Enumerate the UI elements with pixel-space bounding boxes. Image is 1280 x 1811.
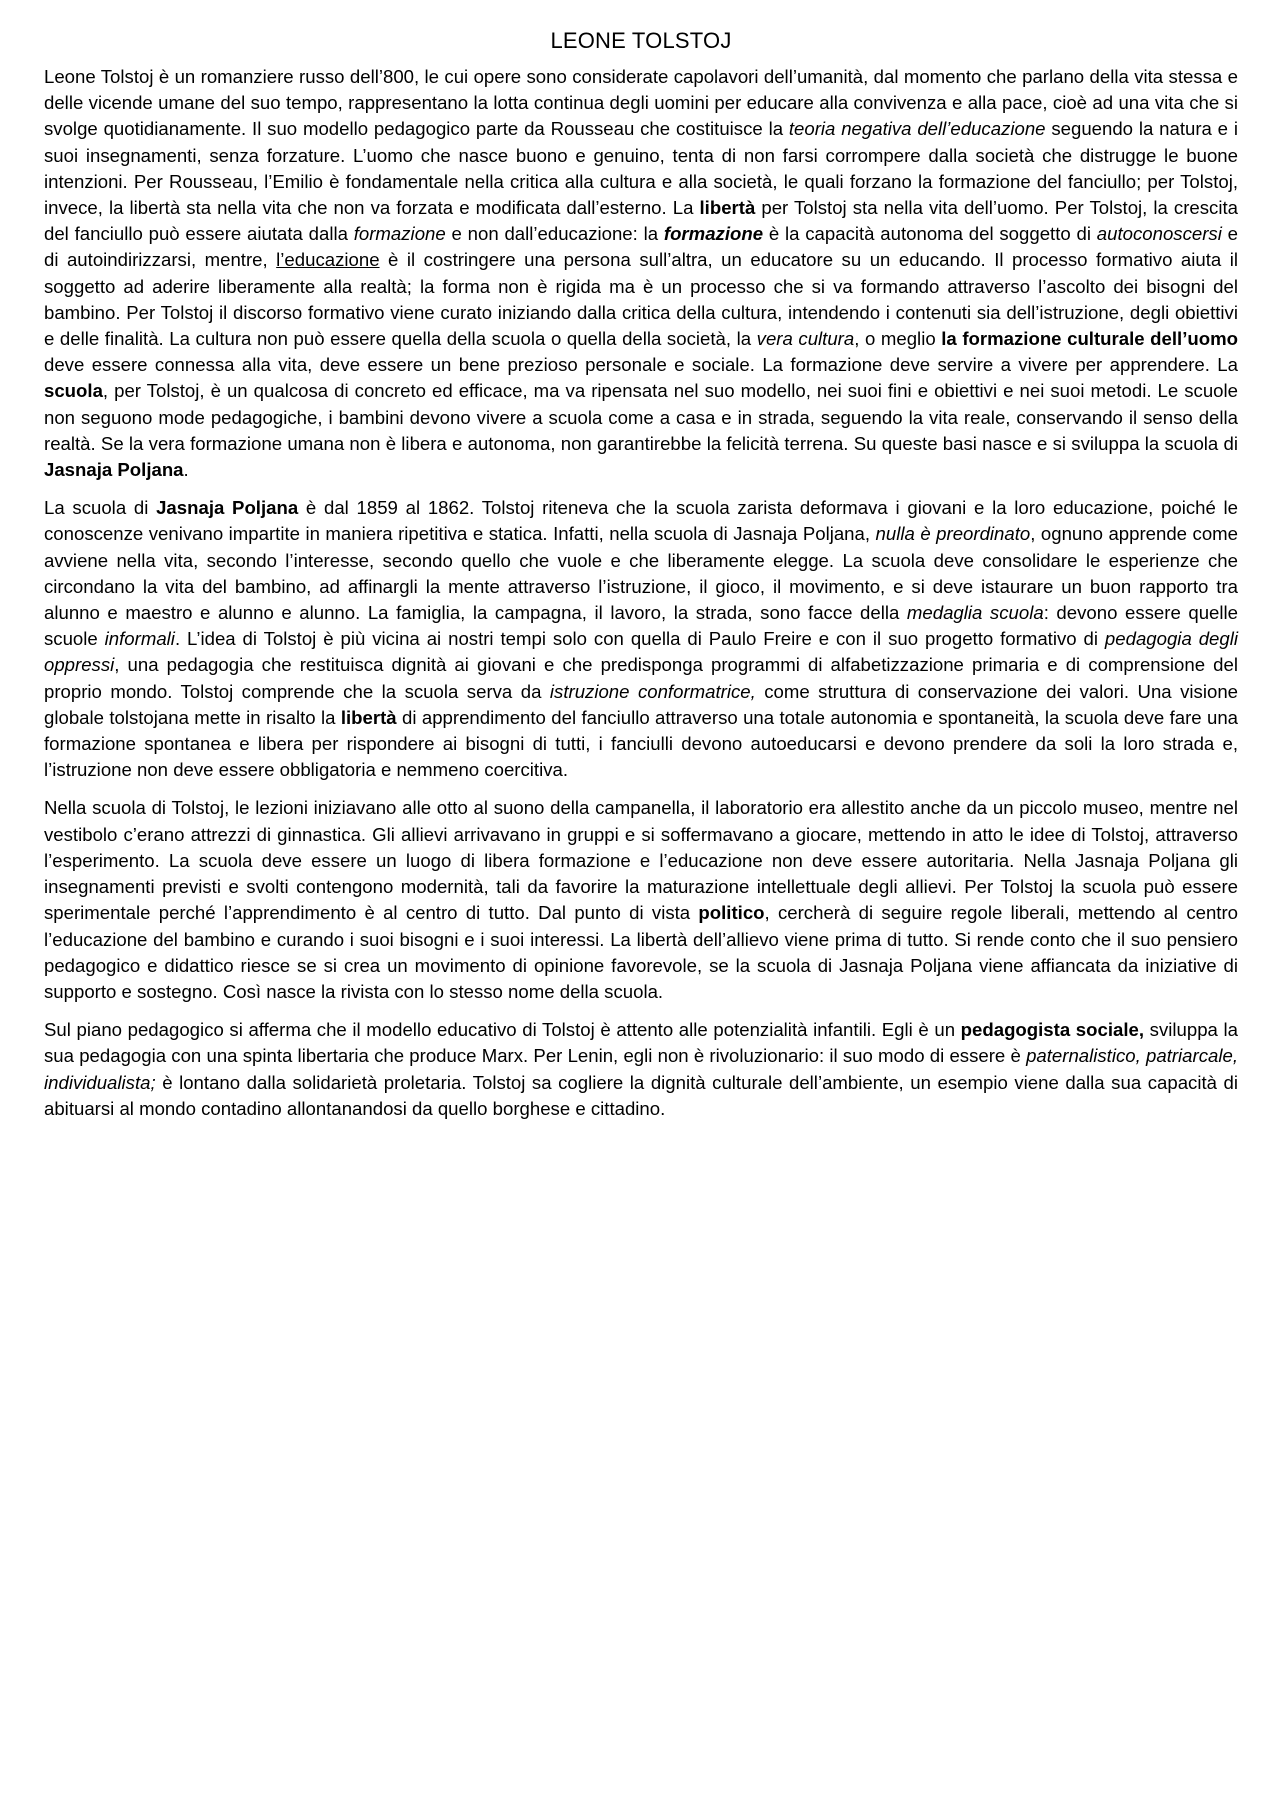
- text-run: è dal 1859 al 1862. Tolstoj riteneva che la scuola zarista deformava i giovani e la loro educazione, poiché le conoscenze venivano impartite in maniera ripetitiva e statica. Infatti, nella scuola di Jasnaja Poljana,: [44, 497, 1239, 545]
- paragraph-2: [44, 495, 1238, 783]
- text-run: politico: [698, 902, 765, 924]
- text-run: istruzione conformatrice,: [549, 680, 756, 702]
- text-run: , cercherà di seguire regole liberali, mettendo al centro l’educazione del bambino e curando i suoi bisogni e i suoi interessi. La libertà dell’allievo viene prima di tutto. Si rende conto che il suo pensiero pedagogico e didattico riesce se si crea un movimento di opinione favorevole, se la scuola di Jasnaja Poljana viene affiancata da iniziative di supporto e sostegno. Così nasce la rivista con lo stesso nome della scuola.: [44, 902, 1238, 1002]
- text-run: l’educazione: [276, 249, 380, 271]
- paragraph-4: [44, 1017, 1238, 1122]
- text-run: medaglia scuola: [906, 602, 1044, 624]
- text-run: nulla è preordinato: [875, 523, 1031, 545]
- text-run: , per Tolstoj, è un qualcosa di concreto ed efficace, ma va ripensata nel suo modello, nei suoi fini e obiettivi e nei suoi metodi. Le scuole non seguono mode pedagogiche, i bambini devono vivere a scuola come a casa e in strada, seguendo la vita reale, conservando il senso della realtà. Se la vera formazione umana non è libera e autonoma, non garantirebbe la felicità terrena. Su queste basi nasce e si sviluppa la scuola di: [44, 380, 1238, 454]
- text-run: libertà: [699, 197, 756, 219]
- text-run: formazione: [663, 223, 764, 245]
- text-run: è la capacità autonoma del soggetto di: [763, 223, 1097, 245]
- text-run: sviluppa la sua pedagogia con una spinta libertaria che produce Marx. Per Lenin, egli non è rivoluzionario: il suo modo di essere è: [44, 1019, 1238, 1067]
- text-run: Sul piano pedagogico si afferma che il modello educativo di Tolstoj è attento alle potenzialità infantili. Egli è un: [44, 1019, 961, 1041]
- text-run: La scuola di: [44, 497, 157, 519]
- text-run: formazione: [353, 223, 446, 245]
- text-run: informali: [104, 628, 175, 650]
- paragraph-3: [44, 795, 1238, 1005]
- text-run: per Tolstoj sta nella vita dell’uomo. Per Tolstoj, la crescita del fanciullo può essere aiutata dalla: [44, 197, 1238, 245]
- text-run: Jasnaja Poljana: [44, 459, 184, 481]
- text-run: : devono essere quelle scuole: [44, 602, 1238, 650]
- text-run: libertà: [340, 706, 397, 728]
- text-run: come struttura di conservazione dei valori. Una visione globale tolstojana mette in risalto la: [44, 680, 1238, 728]
- paragraph-1: [44, 64, 1238, 483]
- text-run: . L’idea di Tolstoj è più vicina ai nostri tempi solo con quella di Paulo Freire e con il suo progetto formativo di: [174, 628, 1105, 650]
- text-run: .: [183, 459, 189, 481]
- text-run: la formazione culturale dell’uomo: [941, 328, 1238, 350]
- document-page: [44, 26, 1238, 1134]
- text-run: paternalistico, patriarcale, individualista;: [44, 1045, 1238, 1093]
- text-run: autoconoscersi: [1096, 223, 1222, 245]
- text-run: scuola: [44, 380, 103, 402]
- text-run: pedagogia degli oppressi: [44, 628, 1238, 676]
- text-run: e non dall’educazione: la: [445, 223, 664, 245]
- text-run: , ognuno apprende come avviene nella vita, secondo l’interesse, secondo quello che vuole e che liberamente elegge. La scuola deve consolidare le esperienze che circondano la vita del bambino, ad affinargli la mente attraverso l’istruzione, il gioco, il movimento, e si deve istaurare un buon rapporto tra alunno e maestro e alunno e alunno. La famiglia, la campagna, il lavoro, la strada, sono facce della: [44, 523, 1238, 624]
- text-run: Nella scuola di Tolstoj, le lezioni iniziavano alle otto al suono della campanella, il laboratorio era allestito anche da un piccolo museo, mentre nel vestibolo c’erano attrezzi di ginnastica. Gli allievi arrivavano in gruppi e si soffermavano a giocare, mettendo in atto le idee di Tolstoj, attraverso l’esperimento. La scuola deve essere un luogo di libera formazione e l’educazione non deve essere autoritaria. Nella Jasnaja Poljana gli insegnamenti previsti e svolti contengono modernità, tali da favorire la maturazione intellettuale degli allievi. Per Tolstoj la scuola può essere sperimentale perché l’apprendimento è al centro di tutto. Dal punto di vista: [44, 797, 1238, 924]
- text-run: Jasnaja Poljana: [156, 497, 299, 519]
- text-run: deve essere connessa alla vita, deve essere un bene prezioso personale e sociale. La formazione deve servire a vivere per apprendere. La: [44, 354, 1238, 376]
- text-run: , una pedagogia che restituisca dignità ai giovani e che predisponga programmi di alfabetizzazione primaria e di comprensione del proprio mondo. Tolstoj comprende che la scuola serva da: [44, 654, 1238, 702]
- text-run: e di autoindirizzarsi, mentre,: [44, 223, 1238, 271]
- document-body: [44, 64, 1238, 1122]
- text-run: è il costringere una persona sull’altra, un educatore su un educando. Il processo formativo aiuta il soggetto ad aderire liberamente alla realtà; la forma non è rigida ma è un processo che si va formando attraverso l’ascolto dei bisogni del bambino. Per Tolstoj il discorso formativo viene curato iniziando dalla critica della cultura, intendendo i contenuti sia dell’istruzione, degli obiettivi e delle finalità. La cultura non può essere quella della scuola o quella della società, la: [44, 249, 1238, 350]
- text-run: vera cultura: [756, 328, 855, 350]
- text-run: di apprendimento del fanciullo attraverso una totale autonomia e spontaneità, la scuola deve fare una formazione spontanea e libera per rispondere ai bisogni di tutti, i fanciulli devono autoeducarsi e devono prendere da soli la loro strada e, l’istruzione non deve essere obbligatoria e nemmeno coercitiva.: [44, 706, 1238, 781]
- page-title: LEONE TOLSTOJ: [550, 28, 732, 53]
- text-run: è lontano dalla solidarietà proletaria. Tolstoj sa cogliere la dignità culturale dell’ambiente, un esempio viene dalla sua capacità di abituarsi al mondo contadino allontanandosi da quello borghese e cittadino.: [44, 1071, 1238, 1119]
- text-run: , o meglio: [854, 328, 942, 350]
- text-run: teoria negativa dell’educazione: [788, 118, 1046, 140]
- text-run: seguendo la natura e i suoi insegnamenti, senza forzature. L’uomo che nasce buono e genuino, tenta di non farsi corrompere dalla società che distrugge le buone intenzioni. Per Rousseau, l’Emilio è fondamentale nella critica alla cultura e alla società, le quali forzano la formazione del fanciullo; per Tolstoj, invece, la libertà sta nella vita che non va forzata e modificata dall’esterno. La: [44, 118, 1238, 219]
- text-run: Leone Tolstoj è un romanziere russo dell’800, le cui opere sono considerate capolavori dell’umanità, dal momento che parlano della vita stessa e delle vicende umane del suo tempo, rappresentano la lotta continua degli uomini per educare alla convivenza e alla pace, cioè ad una vita che si svolge quotidianamente. Il suo modello pedagogico parte da Rousseau che costituisce la: [44, 66, 1238, 140]
- text-run: pedagogista sociale,: [960, 1019, 1145, 1041]
